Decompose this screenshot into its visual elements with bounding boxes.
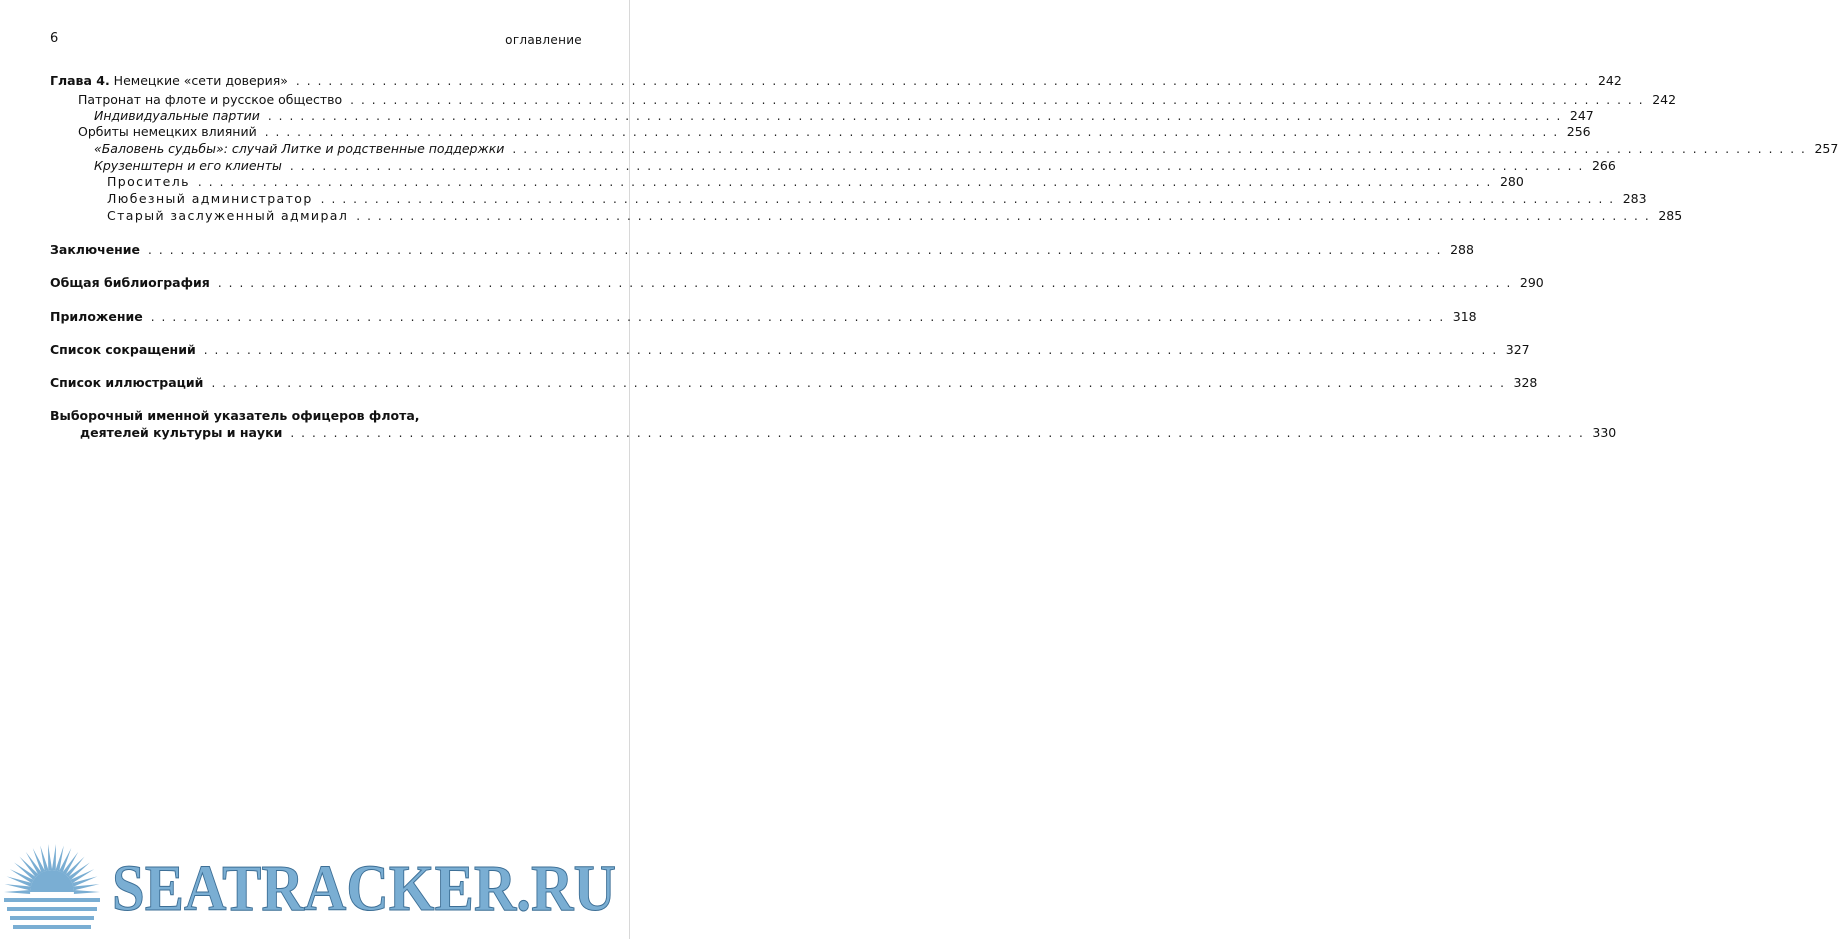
toc-entry-page: 283 [1622,191,1647,206]
toc-entry-stary[interactable] [107,208,1683,224]
toc-entry-ukaz[interactable] [80,425,1617,441]
toc-entry-page: 318 [1452,309,1477,324]
toc-entry-chapter-4[interactable] [50,73,1622,89]
toc-entry-kruzen[interactable] [94,158,1616,174]
toc-entry-page: 242 [1597,73,1622,88]
toc-entry-title: Проситель [107,174,190,189]
watermark [0,838,630,939]
toc-entry-title [50,73,288,89]
toc-entry-title: Приложение [50,309,143,324]
toc-entry-page: 257 [1814,141,1838,156]
toc-entry-page: 327 [1505,342,1530,357]
leader-dots: . . . . . . . . . . . . . . . . . . . . . . . . . . . . . . . . . . . . . . . . . . . . . . . . . . . . . . . . . . . . . . . . . . . . . . . . . . . . . . . . . . . . . . . . . . . . . . . . . . . . . . . . . . . . . . . . . . . . . . . . [289,159,1584,173]
toc-entry-title: Крузенштерн и его клиенты [94,158,282,173]
leader-dots: . . . . . . . . . . . . . . . . . . . . . . . . . . . . . . . . . . . . . . . . . . . . . . . . . . . . . . . . . . . . . . . . . . . . . . . . . . . . . . . . . . . . . . . . . . . . . . . . . . . . . . . . . . . . . . . . . . . . . . . . [267,109,1562,123]
leader-dots: . . . . . . . . . . . . . . . . . . . . . . . . . . . . . . . . . . . . . . . . . . . . . . . . . . . . . . . . . . . . . . . . . . . . . . . . . . . . . . . . . . . . . . . . . . . . . . . . . . . . . . . . . . . . . . . . . . . . . . . . [320,192,1615,206]
toc-entry-page: 288 [1450,242,1474,257]
toc-entry-individ[interactable] [94,108,1594,124]
leader-dots: . . . . . . . . . . . . . . . . . . . . . . . . . . . . . . . . . . . . . . . . . . . . . . . . . . . . . . . . . . . . . . . . . . . . . . . . . . . . . . . . . . . . . . . . . . . . . . . . . . . . . . . . . . . . . . . . . . . . . . . . [197,175,1492,189]
toc-entry-orbity[interactable] [78,124,1591,140]
sun-burst-icon [4,844,100,929]
toc-entry-illus[interactable] [50,375,1538,391]
running-head: оглавление [505,33,582,47]
toc-entry-title: деятелей культуры и науки [80,425,283,440]
toc-entry-page: 266 [1591,158,1616,173]
toc-entry-title: Любезный администратор [107,191,313,206]
leader-dots: . . . . . . . . . . . . . . . . . . . . . . . . . . . . . . . . . . . . . . . . . . . . . . . . . . . . . . . . . . . . . . . . . . . . . . . . . . . . . . . . . . . . . . . . . . . . . . . . . . . . . . . . . . . . . . . . . . . . . . . . [350,93,1645,107]
toc-entry-title: Индивидуальные партии [94,108,260,123]
toc-entry-title: «Баловень судьбы»: случай Литке и родственные поддержки [94,141,505,156]
toc-entry-page: 328 [1513,375,1538,390]
toc-entry-page: 280 [1499,174,1524,189]
toc-entry-prositel[interactable] [107,174,1524,190]
toc-entry-title: Старый заслуженный адмирал [107,208,349,223]
toc-entry-title: Орбиты немецких влияний [78,124,257,139]
watermark-text: SEATRACKER.RU [112,852,616,925]
toc-entry-page: 330 [1592,425,1617,440]
toc-entry-zakl[interactable] [50,242,1474,258]
toc-entry-balovens[interactable] [94,141,1838,157]
toc-entry-page: 256 [1566,124,1591,139]
leader-dots: . . . . . . . . . . . . . . . . . . . . . . . . . . . . . . . . . . . . . . . . . . . . . . . . . . . . . . . . . . . . . . . . . . . . . . . . . . . . . . . . . . . . . . . . . . . . . . . . . . . . . . . . . . . . . . . . . . . . . . . . [148,243,1443,257]
toc-entry-title: Заключение [50,242,141,257]
toc-entry-lyubezny[interactable] [107,191,1647,207]
toc-entry-page: 242 [1652,92,1677,107]
leader-dots: . . . . . . . . . . . . . . . . . . . . . . . . . . . . . . . . . . . . . . . . . . . . . . . . . . . . . . . . . . . . . . . . . . . . . . . . . . . . . . . . . . . . . . . . . . . . . . . . . . . . . . . . . . . . . . . . . . . . . . . . [217,276,1512,290]
toc-entry-page: 290 [1519,275,1544,290]
toc-entry-patronat[interactable] [78,92,1677,108]
toc-entry-page: 247 [1569,108,1594,123]
leader-dots: . . . . . . . . . . . . . . . . . . . . . . . . . . . . . . . . . . . . . . . . . . . . . . . . . . . . . . . . . . . . . . . . . . . . . . . . . . . . . . . . . . . . . . . . . . . . . . . . . . . . . . . . . . . . . . . . . . . . . . . . [264,125,1559,139]
leader-dots: . . . . . . . . . . . . . . . . . . . . . . . . . . . . . . . . . . . . . . . . . . . . . . . . . . . . . . . . . . . . . . . . . . . . . . . . . . . . . . . . . . . . . . . . . . . . . . . . . . . . . . . . . . . . . . . . . . . . . . . . [203,343,1498,357]
chapter-label: Глава 4. [50,73,110,88]
leader-dots: . . . . . . . . . . . . . . . . . . . . . . . . . . . . . . . . . . . . . . . . . . . . . . . . . . . . . . . . . . . . . . . . . . . . . . . . . . . . . . . . . . . . . . . . . . . . . . . . . . . . . . . . . . . . . . . . . . . . . . . . [150,310,1445,324]
chapter-title: Немецкие «сети доверия» [109,73,288,88]
toc-entry-prilozh[interactable] [50,309,1477,325]
leader-dots: . . . . . . . . . . . . . . . . . . . . . . . . . . . . . . . . . . . . . . . . . . . . . . . . . . . . . . . . . . . . . . . . . . . . . . . . . . . . . . . . . . . . . . . . . . . . . . . . . . . . . . . . . . . . . . . . . . . . . . . . [290,426,1585,440]
toc-entry-biblio[interactable] [50,275,1544,291]
toc-entry-title: Список сокращений [50,342,196,357]
toc-entry-title: Общая библиография [50,275,210,290]
leader-dots: . . . . . . . . . . . . . . . . . . . . . . . . . . . . . . . . . . . . . . . . . . . . . . . . . . . . . . . . . . . . . . . . . . . . . . . . . . . . . . . . . . . . . . . . . . . . . . . . . . . . . . . . . . . . . . . . . . . . . . . . [295,74,1590,88]
page-number: 6 [50,31,59,46]
leader-dots: . . . . . . . . . . . . . . . . . . . . . . . . . . . . . . . . . . . . . . . . . . . . . . . . . . . . . . . . . . . . . . . . . . . . . . . . . . . . . . . . . . . . . . . . . . . . . . . . . . . . . . . . . . . . . . . . . . . . . . . . [356,209,1651,223]
toc-entry-sokr[interactable] [50,342,1530,358]
leader-dots: . . . . . . . . . . . . . . . . . . . . . . . . . . . . . . . . . . . . . . . . . . . . . . . . . . . . . . . . . . . . . . . . . . . . . . . . . . . . . . . . . . . . . . . . . . . . . . . . . . . . . . . . . . . . . . . . . . . . . . . . [211,376,1506,390]
toc-entry-title: Список иллюстраций [50,375,204,390]
toc-entry-ukaz-line1[interactable]: Выборочный именной указатель офицеров флота, [50,408,420,423]
toc-entry-page: 285 [1658,208,1683,223]
toc-entry-title: Патронат на флоте и русское общество [78,92,343,107]
leader-dots: . . . . . . . . . . . . . . . . . . . . . . . . . . . . . . . . . . . . . . . . . . . . . . . . . . . . . . . . . . . . . . . . . . . . . . . . . . . . . . . . . . . . . . . . . . . . . . . . . . . . . . . . . . . . . . . . . . . . . . . . [512,142,1807,156]
